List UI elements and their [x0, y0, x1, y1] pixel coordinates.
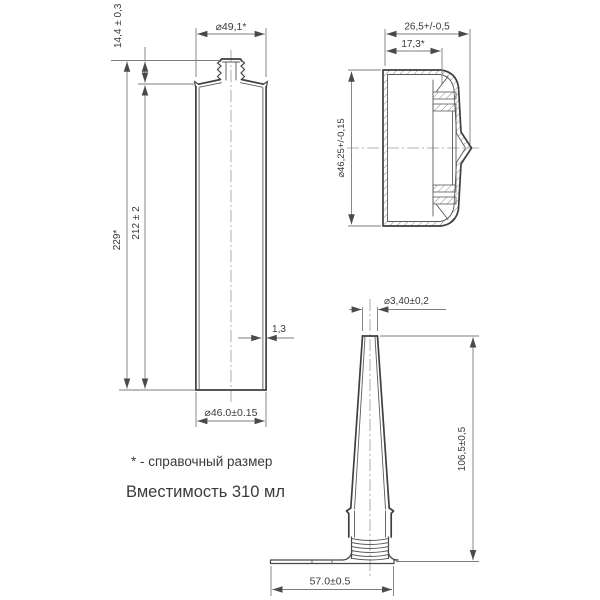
- base-plate-outline: [271, 560, 399, 564]
- notes-block: [126, 454, 285, 501]
- nozzle-cone-right-outer: [378, 336, 390, 508]
- dim-wall-thickness-label: 1,3: [272, 324, 286, 335]
- dim-flange-diameter: [196, 21, 266, 77]
- dim-total-height-label: 229*: [112, 229, 123, 251]
- dim-body-height: [119, 85, 195, 390]
- dim-body-diameter-label: ⌀46.0±0.15: [204, 407, 258, 419]
- capacity-note: Вместимость 310 мл: [126, 483, 285, 501]
- nozzle-threads: [352, 537, 389, 560]
- dim-body-height-label: 212 ± 2: [131, 206, 142, 240]
- cap-rib-1: [433, 92, 456, 99]
- tip-thread-right: [241, 61, 245, 80]
- nozzle-cone-left-outer: [351, 336, 363, 508]
- cap-rib-4: [433, 197, 456, 204]
- nozzle-view: [271, 296, 480, 596]
- cap-rib-3: [433, 185, 456, 192]
- dim-flange-diameter-label: ⌀49,1*: [215, 21, 247, 33]
- cartridge-body-view: [111, 3, 294, 427]
- collar-right: [389, 508, 393, 537]
- reference-note: * - справочный размер: [131, 454, 273, 469]
- dim-cap-inner-height: [386, 39, 442, 84]
- cap-rib-2: [433, 104, 456, 111]
- dim-tip-diameter: [349, 296, 446, 331]
- cap-section-view: [336, 22, 479, 227]
- dim-total-height: [112, 62, 127, 389]
- dim-base-width-label: 57.0±0.5: [309, 575, 351, 588]
- dim-cap-inner-height-label: 17,3*: [401, 39, 425, 50]
- dim-tip-height-label: 14,4 ± 0,3: [113, 3, 124, 48]
- dim-nozzle-height-label: 106,5±0,5: [457, 426, 468, 472]
- dim-cap-diameter-label: ⌀46,25+/-0,15: [336, 118, 347, 178]
- tip-thread-left: [218, 61, 222, 80]
- dim-nozzle-height: [380, 336, 479, 562]
- dim-base-width: [271, 566, 394, 596]
- dim-tip-diameter-label: ⌀3,40±0,2: [384, 296, 429, 307]
- nozzle-base-plate: [271, 551, 399, 564]
- collar-left: [347, 508, 351, 537]
- dim-cap-height-label: 26,5+/-0,5: [404, 21, 450, 33]
